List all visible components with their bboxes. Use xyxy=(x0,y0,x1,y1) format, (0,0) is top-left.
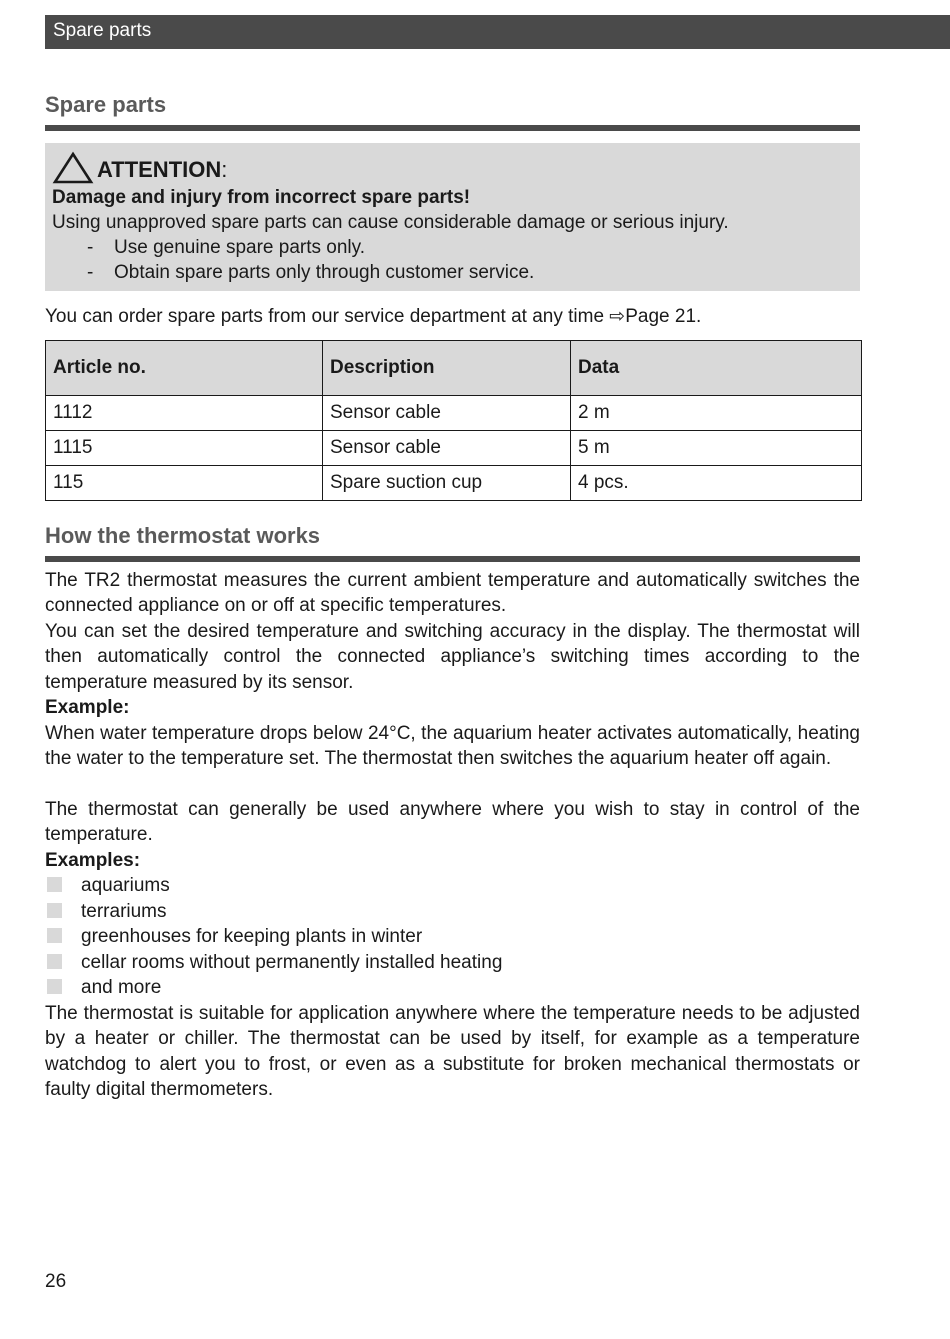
order-text: You can order spare parts from our service department at any time xyxy=(45,306,605,327)
table-header-row xyxy=(46,340,862,395)
attention-title-colon: : xyxy=(221,157,228,182)
list-item xyxy=(45,950,860,976)
table-row xyxy=(46,465,862,500)
column-header-data: Data xyxy=(571,340,862,395)
attention-subtitle: Damage and injury from incorrect spare parts! xyxy=(52,187,471,208)
paragraph: The thermostat can generally be used anywhere where you wish to stay in control of the temperature. xyxy=(45,798,860,845)
table-row xyxy=(46,395,862,430)
paragraph: The TR2 thermostat measures the current ambient temperature and automatically switches the connected appliance on or off at specific temperatures. xyxy=(45,569,860,616)
table-cell: 4 pcs. xyxy=(571,465,862,500)
paragraph: The thermostat is suitable for application anywhere where the temperature needs to be adjusted by a heater or chiller. The thermostat can be used by itself, for example as a temperature watchdog to alert you to frost, or even as a substitute for broken mechanical thermostats or faulty digital thermometers. xyxy=(45,1002,860,1100)
page-reference: Page 21. xyxy=(625,306,702,327)
order-info xyxy=(45,304,860,330)
column-header-article-no: Article no. xyxy=(46,340,323,395)
section-heading-spare-parts: Spare parts xyxy=(45,92,860,131)
table-cell: Sensor cable xyxy=(323,395,571,430)
list-item-text: greenhouses for keeping plants in winter xyxy=(81,926,423,947)
list-item-text: and more xyxy=(81,977,162,998)
list-item xyxy=(45,899,860,925)
running-header-title: Spare parts xyxy=(53,20,152,41)
attention-list-item: - Use genuine spare parts only. xyxy=(87,235,853,260)
list-item-text: aquariums xyxy=(81,875,170,896)
square-bullet-icon xyxy=(47,903,62,918)
list-item xyxy=(45,924,860,950)
thermostat-section xyxy=(45,523,860,1103)
table-cell: 115 xyxy=(46,465,323,500)
table-cell: Sensor cable xyxy=(323,430,571,465)
arrow-right-icon: ⇨ xyxy=(609,306,626,327)
list-item-text: cellar rooms without permanently installed heating xyxy=(81,951,503,973)
spare-parts-table xyxy=(45,340,862,501)
list-item xyxy=(45,975,860,1001)
square-bullet-icon xyxy=(47,877,62,892)
warning-triangle-icon xyxy=(52,151,94,185)
example-label: Example: xyxy=(45,697,130,718)
section-heading-thermostat: How the thermostat works xyxy=(45,523,860,562)
table-cell: 1112 xyxy=(46,395,323,430)
attention-text: Using unapproved spare parts can cause considerable damage or serious injury. xyxy=(52,212,729,233)
attention-list-item: - Obtain spare parts only through customer service. xyxy=(87,260,853,285)
table-cell: 2 m xyxy=(571,395,862,430)
square-bullet-icon xyxy=(47,979,62,994)
attention-header xyxy=(52,151,853,185)
paragraph: You can set the desired temperature and switching accuracy in the display. The thermostat will then automatically control the connected appliance’s switching times according to the temperature measured by its sensor. xyxy=(45,620,860,693)
page-number: 26 xyxy=(45,1271,67,1292)
running-header xyxy=(45,15,950,49)
table-cell: 5 m xyxy=(571,430,862,465)
attention-list xyxy=(52,235,853,285)
list-item-text: terrariums xyxy=(81,900,167,922)
square-bullet-icon xyxy=(47,954,62,969)
table-row xyxy=(46,430,862,465)
examples-list xyxy=(45,873,860,1001)
table-cell: 1115 xyxy=(46,430,323,465)
attention-title: ATTENTION xyxy=(97,157,222,182)
list-item xyxy=(45,873,860,899)
column-header-description: Description xyxy=(323,340,571,395)
examples-label: Examples: xyxy=(45,849,141,871)
paragraph: When water temperature drops below 24°C, the aquarium heater activates automatically, heating the water to the temperature set. The thermostat then switches the aquarium heater off again. xyxy=(45,722,860,769)
table-cell: Spare suction cup xyxy=(323,465,571,500)
square-bullet-icon xyxy=(47,928,62,943)
page-content xyxy=(45,92,860,1103)
attention-box xyxy=(45,143,860,291)
